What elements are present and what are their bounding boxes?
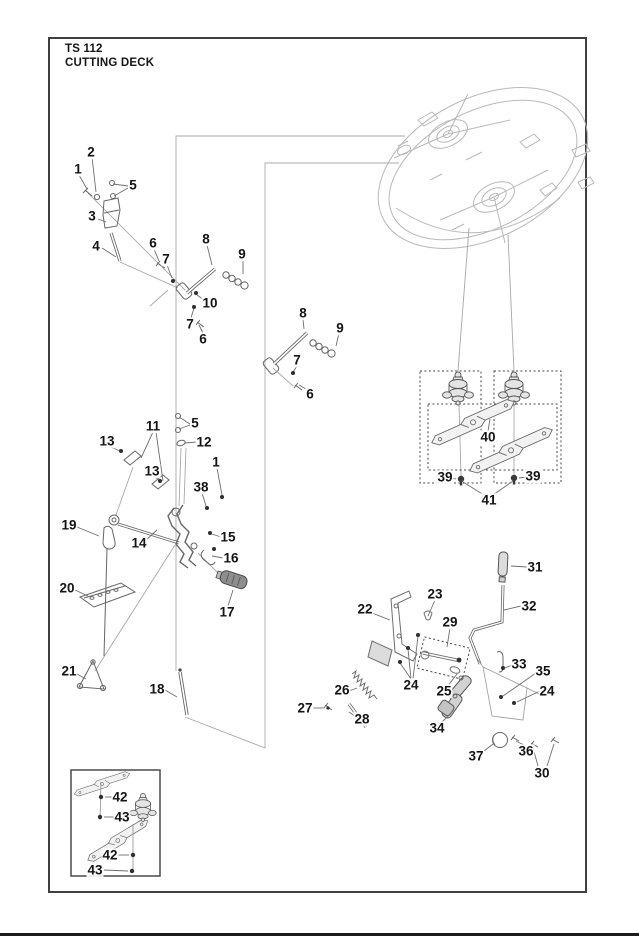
part-label-23: 23 [427, 586, 443, 602]
part-label-20: 20 [59, 580, 75, 596]
footer-rule [0, 933, 639, 936]
part-label-31: 31 [527, 559, 543, 575]
part-label-24: 24 [403, 677, 419, 693]
part-label-13: 13 [144, 463, 160, 479]
part-label-26: 26 [334, 682, 350, 698]
part-label-9: 9 [238, 246, 246, 262]
part-label-29: 29 [442, 614, 458, 630]
part-label-8: 8 [299, 305, 307, 321]
section-title: CUTTING DECK [65, 57, 155, 69]
part-label-37: 37 [468, 748, 484, 764]
part-label-43: 43 [87, 862, 103, 878]
part-label-22: 22 [357, 601, 373, 617]
part-label-12: 12 [196, 434, 212, 450]
part-label-42: 42 [112, 789, 128, 805]
part-label-19: 19 [61, 517, 77, 533]
part-label-7: 7 [162, 251, 170, 267]
part-label-14: 14 [131, 535, 147, 551]
part-label-9: 9 [336, 320, 344, 336]
part-label-5: 5 [129, 177, 137, 193]
part-label-5: 5 [191, 415, 199, 431]
part-label-33: 33 [511, 656, 527, 672]
part-label-35: 35 [535, 663, 551, 679]
part-label-41: 41 [481, 492, 497, 508]
part-label-30: 30 [534, 765, 550, 781]
part-label-21: 21 [61, 663, 77, 679]
part-label-43: 43 [114, 809, 130, 825]
part-label-25: 25 [436, 683, 452, 699]
part-label-4: 4 [92, 238, 100, 254]
part-label-39: 39 [437, 469, 453, 485]
part-label-38: 38 [193, 479, 209, 495]
part-label-16: 16 [223, 550, 239, 566]
part-label-1: 1 [212, 454, 220, 470]
part-label-39: 39 [525, 468, 541, 484]
part-label-3: 3 [88, 208, 96, 224]
part-label-42: 42 [102, 847, 118, 863]
part-label-8: 8 [202, 231, 210, 247]
model-title: TS 112 [65, 43, 103, 55]
part-label-17: 17 [219, 604, 235, 620]
part-label-11: 11 [145, 418, 161, 434]
part-label-7: 7 [186, 316, 194, 332]
part-label-32: 32 [521, 598, 537, 614]
part-label-13: 13 [99, 433, 115, 449]
part-label-6: 6 [149, 235, 157, 251]
part-label-7: 7 [293, 352, 301, 368]
part-label-40: 40 [480, 429, 496, 445]
part-label-27: 27 [297, 700, 313, 716]
part-label-6: 6 [306, 386, 314, 402]
part-label-15: 15 [220, 529, 236, 545]
part-label-10: 10 [202, 295, 218, 311]
part-label-28: 28 [354, 711, 370, 727]
title-block [65, 42, 154, 70]
part-label-34: 34 [429, 720, 445, 736]
part-label-18: 18 [149, 681, 165, 697]
part-label-24: 24 [539, 683, 555, 699]
part-label-2: 2 [87, 144, 95, 160]
part-label-6: 6 [199, 331, 207, 347]
part-label-36: 36 [518, 743, 534, 759]
part-label-1: 1 [74, 161, 82, 177]
